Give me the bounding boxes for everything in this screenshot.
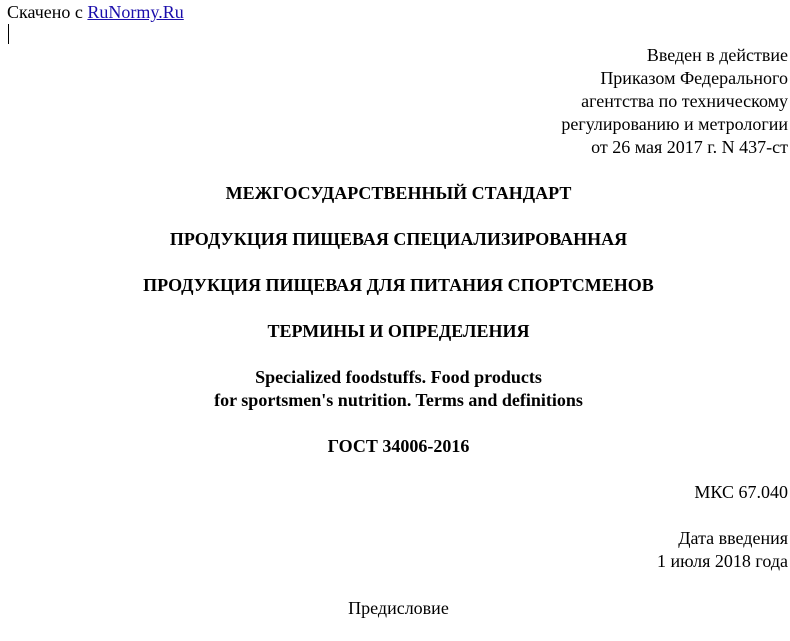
enactment-block	[561, 44, 788, 159]
english-title	[0, 366, 790, 412]
enactment-line: от 26 мая 2017 г. N 437-ст	[591, 137, 788, 157]
enactment-line: Приказом Федерального	[600, 68, 788, 88]
introduction-date-block	[657, 527, 788, 573]
enactment-line: регулированию и метрологии	[561, 114, 788, 134]
english-title-line: Specialized foodstuffs. Food products	[255, 367, 542, 387]
gost-number: ГОСТ 34006-2016	[327, 436, 470, 456]
mks-code: МКС 67.040	[694, 482, 788, 502]
title-line-1: ПРОДУКЦИЯ ПИЩЕВАЯ СПЕЦИАЛИЗИРОВАННАЯ	[169, 229, 628, 249]
source-prefix: Скачено с	[7, 2, 83, 22]
text-cursor	[8, 24, 9, 44]
title-line-2: ПРОДУКЦИЯ ПИЩЕВАЯ ДЛЯ ПИТАНИЯ СПОРТСМЕНОВ	[143, 275, 654, 295]
english-title-line: for sportsmen's nutrition. Terms and definitions	[214, 390, 583, 410]
enactment-line: Введен в действие	[646, 45, 788, 65]
standard-type-heading: МЕЖГОСУДАРСТВЕННЫЙ СТАНДАРТ	[225, 183, 572, 203]
source-line	[7, 1, 184, 23]
enactment-line: агентства по техническому	[581, 91, 788, 111]
introduction-date-value: 1 июля 2018 года	[657, 551, 788, 571]
runormy-link[interactable]: RuNormy.Ru	[87, 2, 184, 22]
title-line-3: ТЕРМИНЫ И ОПРЕДЕЛЕНИЯ	[267, 321, 530, 341]
foreword-heading: Предисловие	[348, 598, 449, 618]
introduction-date-label: Дата введения	[678, 528, 788, 548]
